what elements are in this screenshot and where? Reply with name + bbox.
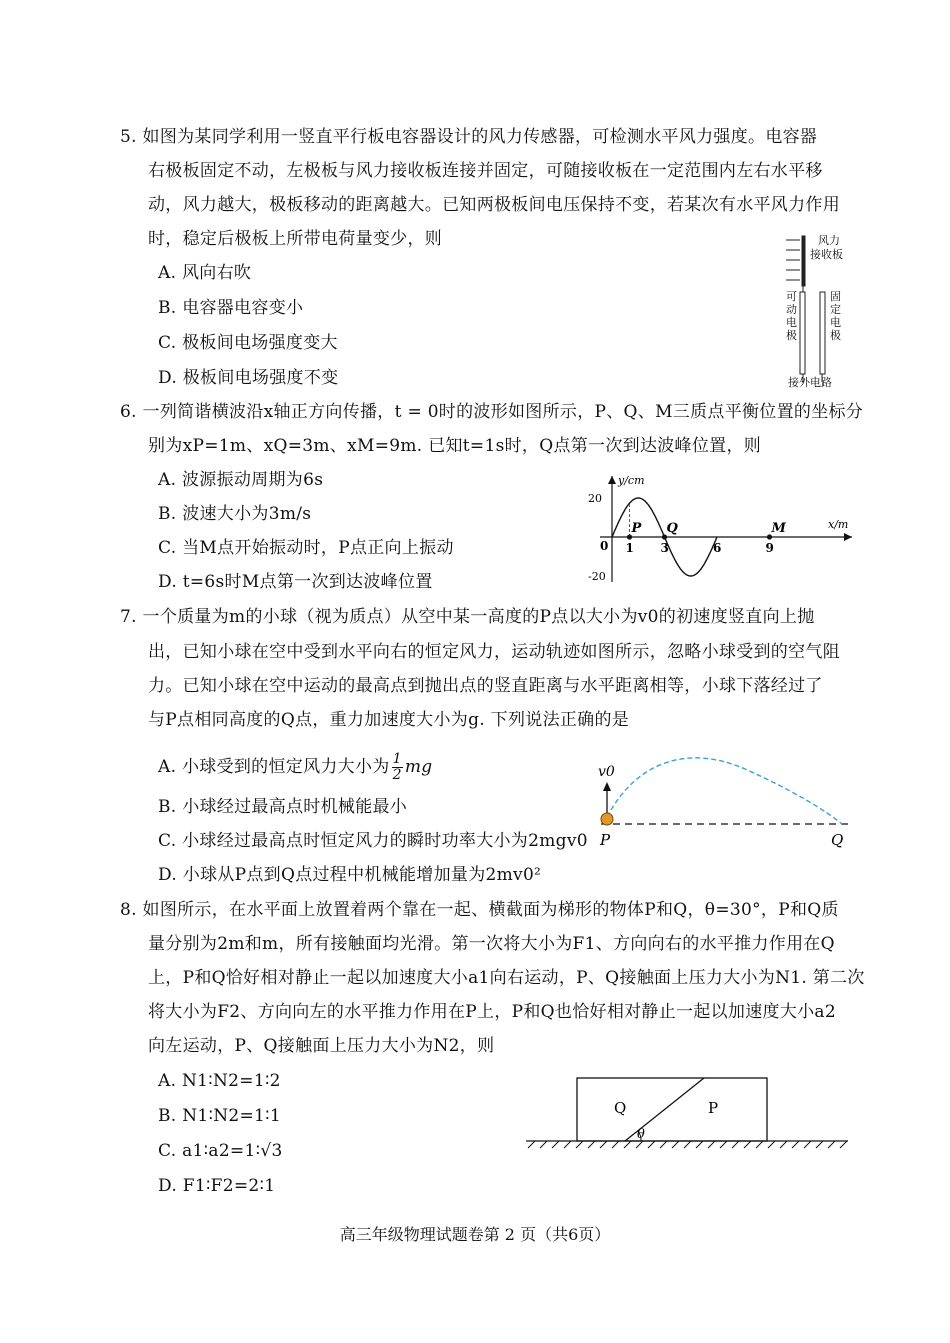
x-tick-label-6: 6 xyxy=(713,541,722,555)
q5-capacitor-figure xyxy=(770,230,870,390)
ball xyxy=(601,813,613,825)
y-axis-label: y/cm xyxy=(618,474,645,487)
q7-line-2: 出，已知小球在空中受到水平向右的恒定风力，运动轨迹如图所示，忽略小球受到的空气阻 xyxy=(148,642,840,662)
q8-blocks-figure xyxy=(520,1070,855,1155)
theta-label: θ xyxy=(637,1127,645,1142)
q7-trajectory-figure xyxy=(585,755,860,855)
q7-option-c: C. 小球经过最高点时恒定风力的瞬时功率大小为2mgv0 xyxy=(158,831,588,851)
q5-line-4: 时，稳定后极板上所带电荷量变少，则 xyxy=(148,229,443,249)
x-tick-label-3: 3 xyxy=(660,541,669,555)
q7-option-a-tail: mg xyxy=(404,757,433,777)
point-p-label: P xyxy=(631,521,642,536)
x-axis-arrow xyxy=(844,533,852,541)
q6-line-1: 6. 一列简谐横波沿x轴正方向传播，t = 0时的波形如图所示，P、Q、M三质点平衡位置的坐标分 xyxy=(120,402,864,422)
block-p-label: P xyxy=(708,1099,719,1117)
y-tick-label--20: -20 xyxy=(588,570,606,583)
q7-option-b: B. 小球经过最高点时机械能最小 xyxy=(158,797,408,817)
q8-line-4: 将大小为F2、方向向左的水平推力作用在P上，P和Q也恰好相对静止一起以加速度大小a2 xyxy=(148,1002,836,1022)
point-p-label: P xyxy=(600,831,611,849)
page-footer: 高三年级物理试题卷第 2 页（共6页） xyxy=(339,1225,611,1244)
q6-option-a: A. 波源振动周期为6s xyxy=(158,470,324,490)
q5-fig-label-movable-4: 极 xyxy=(786,329,797,342)
q7-line-1: 7. 一个质量为m的小球（视为质点）从空中某一高度的P点以大小为v0的初速度竖直向上抛 xyxy=(120,607,815,627)
q8-option-b: B. N1∶N2=1∶1 xyxy=(158,1106,282,1126)
q5-fig-label-movable-2: 动 xyxy=(786,303,797,316)
trajectory-curve xyxy=(607,758,842,824)
q5-fig-label-receiver-2: 接收板 xyxy=(810,248,843,261)
q8-line-2: 量分别为2m和m，所有接触面均光滑。第一次将大小为F1、方向向右的水平推力作用在Q xyxy=(148,934,835,954)
combined-block-outline xyxy=(577,1078,767,1141)
fraction-numerator: 1 xyxy=(392,751,402,767)
q5-fig-label-circuit: 接外电路 xyxy=(788,376,832,389)
origin-label: 0 xyxy=(600,539,609,553)
q6-option-c: C. 当M点开始振动时，P点正向上振动 xyxy=(158,538,454,558)
q5-fig-label-movable-1: 可 xyxy=(786,290,797,303)
q5-fig-label-movable-3: 电 xyxy=(786,316,797,329)
q8-option-a: A. N1∶N2=1∶2 xyxy=(158,1071,281,1091)
point-m-label: M xyxy=(771,521,786,536)
q5-fig-label-receiver-1: 风力 xyxy=(818,234,840,247)
q5-option-a: A. 风向右吹 xyxy=(158,263,252,283)
q5-line-2: 右极板固定不动，左极板与风力接收板连接并固定，可随接收板在一定范围内左右水平移 xyxy=(148,161,823,181)
v0-arrowhead xyxy=(603,782,611,791)
q5-line-3: 动，风力越大，极板移动的距离越大。已知两极板间电压保持不变，若某次有水平风力作用 xyxy=(148,195,840,215)
q8-line-1: 8. 如图所示，在水平面上放置着两个靠在一起、横截面为梯形的物体P和Q，θ=30°，P和Q质 xyxy=(120,900,839,920)
q7-line-4: 与P点相同高度的Q点，重力加速度大小为g. 下列说法正确的是 xyxy=(148,710,630,730)
q5-fig-label-fixed-4: 极 xyxy=(830,329,841,342)
q6-wave-chart xyxy=(580,470,860,590)
point-q-label: Q xyxy=(831,831,844,849)
q7-option-d: D. 小球从P点到Q点过程中机械能增加量为2mv0² xyxy=(158,865,542,885)
y-tick-label-20: 20 xyxy=(588,492,602,505)
q7-line-3: 力。已知小球在空中运动的最高点到抛出点的竖直距离与水平距离相等，小球下落经过了 xyxy=(148,676,823,696)
q8-line-3: 上，P和Q恰好相对静止一起以加速度大小a1向右运动，P、Q接触面上压力大小为N1. 第二次 xyxy=(148,968,865,988)
x-tick-label-9: 9 xyxy=(765,541,774,555)
q5-option-c: C. 极板间电场强度变大 xyxy=(158,333,338,353)
ground-hatching xyxy=(528,1141,847,1148)
q6-option-d: D. t=6s时M点第一次到达波峰位置 xyxy=(158,572,433,592)
q5-option-b: B. 电容器电容变小 xyxy=(158,298,304,318)
q7-option-a-text: A. 小球受到的恒定风力大小为 xyxy=(158,757,390,777)
q8-line-5: 向左运动，P、Q接触面上压力大小为N2，则 xyxy=(148,1036,495,1056)
q5-option-d: D. 极板间电场强度不变 xyxy=(158,368,339,388)
q5-fig-label-fixed-3: 电 xyxy=(830,316,841,329)
q6-option-b: B. 波速大小为3m/s xyxy=(158,504,312,524)
q5-line-1: 5. 如图为某同学利用一竖直平行板电容器设计的风力传感器，可检测水平风力强度。电容器 xyxy=(120,127,818,147)
point-q-label: Q xyxy=(666,521,678,536)
q5-fig-label-fixed-2: 定 xyxy=(830,303,841,316)
q6-line-2: 别为xP=1m、xQ=3m、xM=9m. 已知t=1s时，Q点第一次到达波峰位置，则 xyxy=(148,436,762,456)
q8-option-d: D. F1∶F2=2∶1 xyxy=(158,1176,276,1196)
v0-label: v0 xyxy=(598,764,615,780)
fraction-denominator: 2 xyxy=(392,767,402,783)
q5-fig-label-fixed-1: 固 xyxy=(830,290,841,303)
q8-option-c: C. a1∶a2=1∶√3 xyxy=(158,1141,283,1161)
fraction-one-half xyxy=(392,752,403,783)
x-tick-label-1: 1 xyxy=(625,541,634,555)
q7-option-a xyxy=(158,752,432,783)
x-axis-label: x/m xyxy=(828,518,849,531)
y-axis-arrow xyxy=(608,476,616,484)
block-q-label: Q xyxy=(614,1099,627,1117)
